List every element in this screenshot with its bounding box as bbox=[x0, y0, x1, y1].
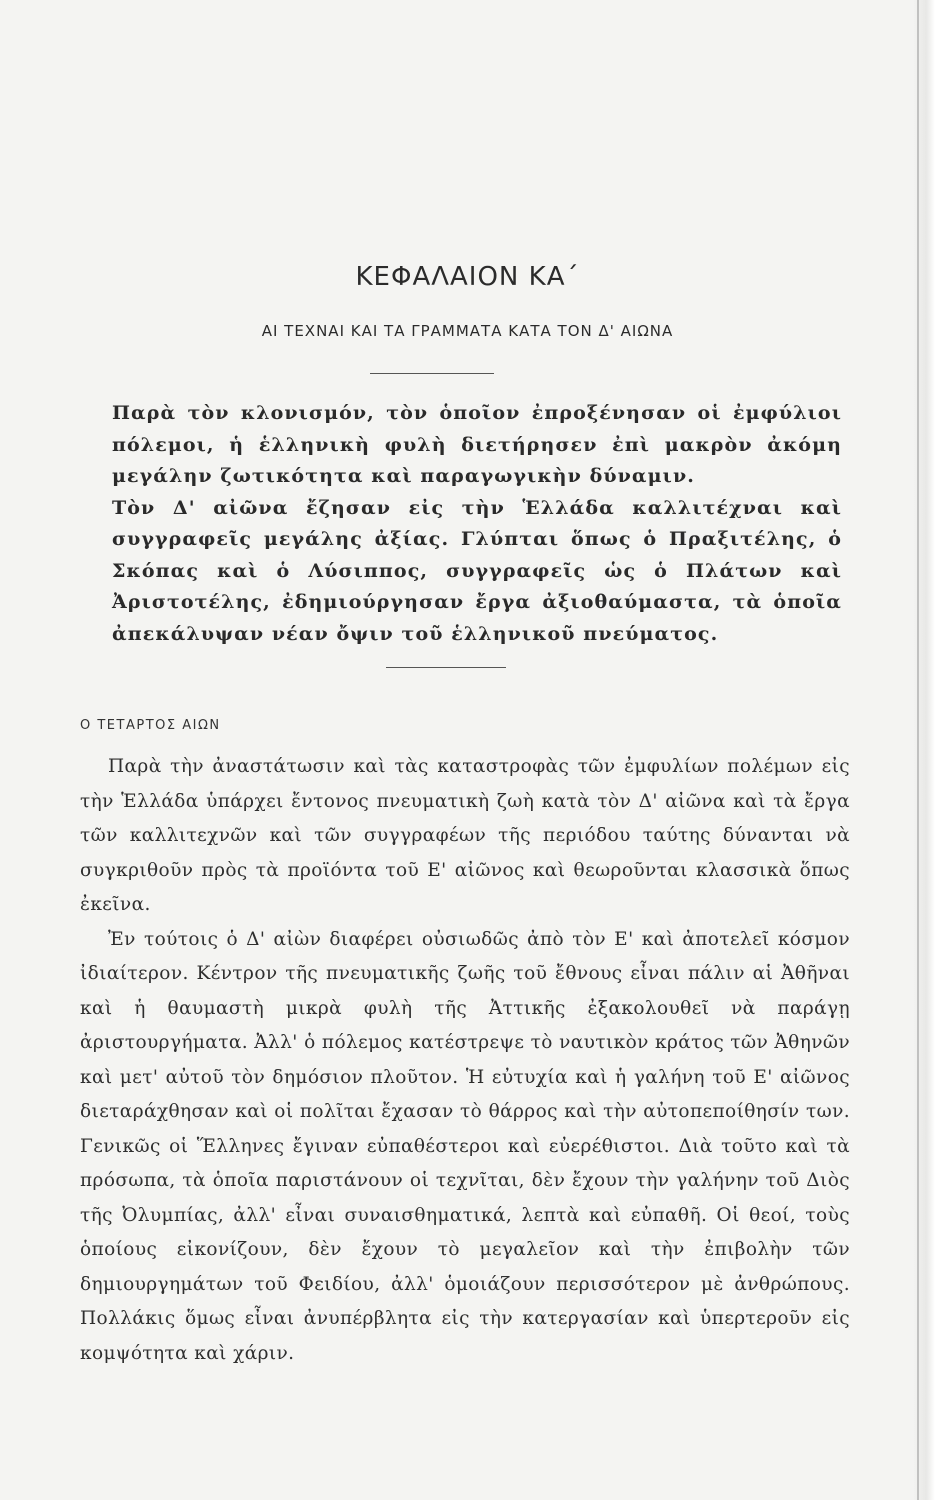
summary-paragraph: Παρὰ τὸν κλονισμόν, τὸν ὁποῖον ἐπροξένησαν οἱ ἐμφύλιοι πόλεμοι, ἡ ἑλληνικὴ φυλὴ διετήρησεν ἐπὶ μακρὸν ἀκόμη μεγάλην ζωτικότητα καὶ παραγωγικὴν δύναμιν. bbox=[112, 402, 842, 487]
body-paragraph: Ἐν τούτοις ὁ Δ' αἰὼν διαφέρει οὐσιωδῶς ἀπὸ τὸν Ε' καὶ ἀποτελεῖ κόσμον ἰδιαίτερον. Κέντρον τῆς πνευματικῆς ζωῆς τοῦ ἔθνους εἶναι πάλιν αἱ Ἀθῆναι καὶ ἡ θαυμαστὴ μικρὰ φυλὴ τῆς Ἀττικῆς ἐξακολουθεῖ νὰ παράγῃ ἀριστουργήματα. Ἀλλ' ὁ πόλεμος κατέστρεψε τὸ ναυτικὸν κράτος τῶν Ἀθηνῶν καὶ μετ' αὐτοῦ τὸν δημόσιον πλοῦτον. Ἡ εὐτυχία καὶ ἡ γαλήνη τοῦ Ε' αἰῶνος διεταράχθησαν καὶ οἱ πολῖται ἔχασαν τὸ θάρρος καὶ τὴν αὐτοπεποίθησίν των. Γενικῶς οἱ Ἕλληνες ἔγιναν εὐπαθέστεροι καὶ εὐερέθιστοι. Διὰ τοῦτο καὶ τὰ πρόσωπα, τὰ ὁποῖα παριστάνουν οἱ τεχνῖται, δὲν ἔχουν τὴν γαλήνην τοῦ Διὸς τῆς Ὀλυμπίας, ἀλλ' εἶναι συναισθηματικά, λεπτὰ καὶ εὐπαθῆ. Οἱ θεοί, τοὺς ὁποίους εἰκονίζουν, δὲν ἔχουν τὸ μεγαλεῖον καὶ τὴν ἐπιβολὴν τῶν δημιουργημάτων τοῦ Φειδίου, ἀλλ' ὁμοιάζουν περισσότερον μὲ ἀνθρώπους. Πολλάκις ὅμως εἶναι ἀνυπέρβλητα εἰς τὴν κατεργασίαν καὶ ὑπερτεροῦν εἰς κομψότητα καὶ χάριν. bbox=[80, 928, 850, 1364]
summary-paragraph: Τὸν Δ' αἰῶνα ἔζησαν εἰς τὴν Ἑλλάδα καλλιτέχναι καὶ συγγραφεῖς μεγάλης ἀξίας. Γλύπται ὅπως ὁ Πραξιτέλης, ὁ Σκόπας καὶ ὁ Λύσιππος, συγγραφεῖς ὡς ὁ Πλάτων καὶ Ἀριστοτέλης, ἐδημιούργησαν ἔργα ἀξιοθαύμαστα, τὰ ὁποῖα ἀπεκάλυψαν νέαν ὄψιν τοῦ ἑλληνικοῦ πνεύματος. bbox=[112, 496, 842, 645]
section-heading: Ο ΤΕΤΑΡΤΟΣ ΑΙΩΝ bbox=[80, 718, 221, 733]
chapter-title: ΚΕΦΑΛΑΙΟΝ ΚΑ΄ bbox=[355, 262, 580, 292]
chapter-subtitle: ΑΙ ΤΕΧΝΑΙ ΚΑΙ ΤΑ ΓΡΑΜΜΑΤΑ ΚΑΤΑ ΤΟΝ Δ' ΑΙΩΝΑ bbox=[261, 322, 674, 340]
page-edge-shadow bbox=[917, 0, 919, 1500]
body-paragraph: Παρὰ τὴν ἀναστάτωσιν καὶ τὰς καταστροφὰς τῶν ἐμφυλίων πολέμων εἰς τὴν Ἑλλάδα ὑπάρχει ἔντονος πνευματικὴ ζωὴ κατὰ τὸν Δ' αἰῶνα καὶ τὰ ἔργα τῶν καλλιτεχνῶν καὶ τῶν συγγραφέων τῆς περιόδου ταύτης δύνανται νὰ συγκριθοῦν πρὸς τὰ προϊόντα τοῦ Ε' αἰῶνος καὶ θεωροῦνται κλασσικὰ ὅπως ἐκεῖνα. bbox=[80, 756, 850, 915]
divider-rule-bottom bbox=[386, 667, 506, 668]
section-body bbox=[80, 750, 850, 1371]
divider-rule-top bbox=[370, 373, 494, 374]
chapter-summary bbox=[112, 398, 842, 650]
